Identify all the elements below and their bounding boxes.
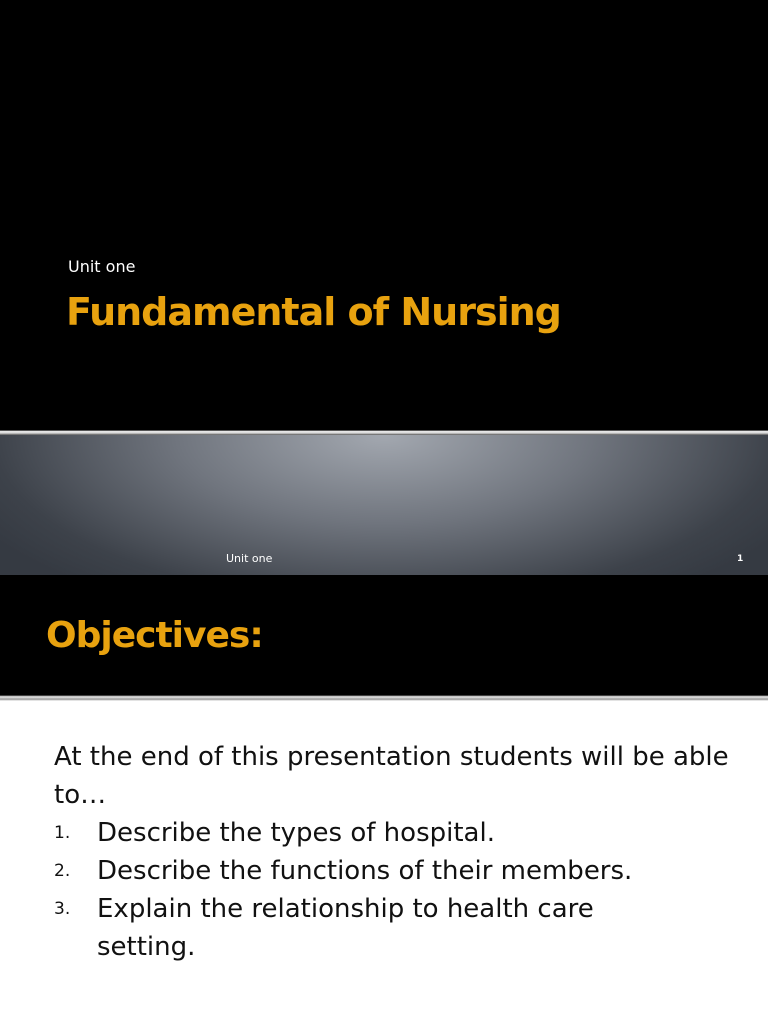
item-number: 2. xyxy=(54,861,71,881)
item-text: Explain the relationship to health care setting. xyxy=(97,894,594,962)
footer-text: Unit one xyxy=(226,552,273,565)
item-text: Describe the types of hospital. xyxy=(97,818,495,848)
list-item xyxy=(54,890,744,966)
divider xyxy=(0,695,768,701)
list-item xyxy=(54,852,744,890)
slide-footer-band xyxy=(0,435,768,575)
slide-number: 1 xyxy=(737,554,744,564)
intro-text: At the end of this presentation students will be able to… xyxy=(54,742,729,810)
item-number: 3. xyxy=(54,899,71,919)
objectives-title: Objectives: xyxy=(46,615,263,656)
objectives-body xyxy=(54,738,744,966)
list-item xyxy=(54,814,744,852)
slide-subtitle: Unit one xyxy=(68,257,136,276)
objectives-header xyxy=(0,575,768,695)
item-number: 1. xyxy=(54,823,71,843)
item-text: Describe the functions of their members. xyxy=(97,856,633,886)
slide-title: Fundamental of Nursing xyxy=(66,290,561,334)
title-slide xyxy=(0,0,768,430)
